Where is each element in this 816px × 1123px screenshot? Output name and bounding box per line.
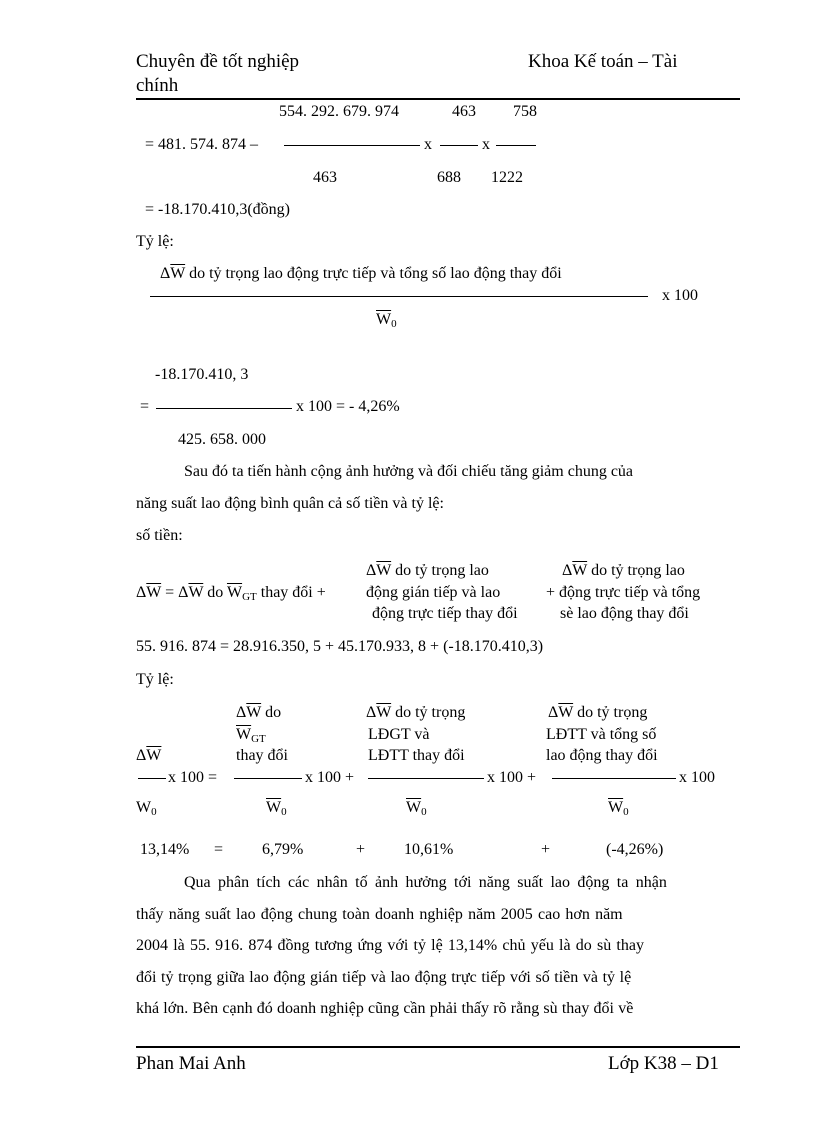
w0-symbol: W (136, 799, 152, 816)
delta-symbol: Δ (366, 704, 377, 721)
ratio2-label: Tỷ lệ: (136, 671, 174, 688)
w-bar-symbol: $\overline{W}$ (146, 747, 162, 764)
w0-symbol: $\overline{W}$ (608, 799, 624, 816)
ratio2-bar-b (368, 778, 484, 779)
money-label: số tiền: (136, 527, 183, 544)
para2-line3: 2004 là 55. 916. 874 đồng tương ứng với tỷ lệ 13,14% chủ yếu là do sù thay (136, 937, 644, 954)
calc2-rest: x 100 = - 4,26% (296, 398, 400, 415)
para2-line1: Qua phân tích các nhân tố ảnh hưởng tới năng suất lao động ta nhận (184, 874, 667, 891)
result-ldtt: (-4,26%) (606, 841, 664, 858)
ratio2-den-c (608, 800, 629, 818)
w0-symbol: $\overline{W}$ (266, 799, 282, 816)
ratio2-b-bot: LĐTT thay đổi (368, 747, 465, 764)
w-bar-symbol: $\overline{W}$ (376, 562, 392, 579)
calc2-numer: -18.170.410, 3 (155, 366, 249, 383)
ratio2-c-top-text: do tỷ trọng (573, 704, 648, 721)
calc1-denom-a: 463 (313, 169, 337, 186)
w0-symbol: $\overline{W}$ (406, 799, 422, 816)
ratio2-bar-a (234, 778, 302, 779)
w0-subscript: 0 (281, 806, 287, 818)
wgt-symbol: $\overline{W}$ (226, 584, 243, 601)
w0-subscript: 0 (391, 318, 397, 330)
w0-symbol: $\overline{W}$ (376, 311, 392, 328)
ratio2-den-lhs (136, 800, 157, 818)
calc1-denom-b: 688 (437, 169, 461, 186)
money-term1-top-text: do tỷ trọng lao (391, 562, 489, 579)
calc1-fraction-bar-2 (440, 145, 478, 146)
ratio2-den-b (406, 800, 427, 818)
para2-line5: khá lớn. Bên cạnh đó doanh nghiệp cũng cần phải thấy rõ rằng sù thay đổi về (136, 1000, 634, 1017)
header-rule (136, 98, 740, 100)
ratio2-eq-x100: x 100 = (168, 769, 218, 786)
ratio2-x100-end: x 100 (679, 769, 715, 786)
ratio2-c-mid: LĐTT và tổng số (546, 726, 657, 743)
money-term2-top-text: do tỷ trọng lao (587, 562, 685, 579)
ratio1-label: Tỷ lệ: (136, 233, 174, 250)
ratio2-c-bot: lao động thay đổi (546, 747, 658, 764)
ratio2-a-bot: thay đổi (236, 747, 288, 764)
ratio1-fraction-bar (150, 296, 648, 297)
calc2-eq: = (140, 398, 150, 415)
ratio1-times100: x 100 (662, 287, 698, 304)
money-term2-bot: sè lao động thay đổi (560, 605, 689, 622)
ratio2-bar-c (552, 778, 676, 779)
para2-line4: đổi tỷ trọng giữa lao động gián tiếp và lao động trực tiếp với số tiền và tỷ lệ (136, 969, 632, 986)
w-bar-symbol: $\overline{W}$ (188, 584, 204, 601)
calc1-numer-b: 463 (452, 103, 476, 120)
w-bar-symbol: $\overline{W}$ (376, 704, 392, 721)
ratio2-a-top (236, 705, 281, 721)
money-equation: 55. 916. 874 = 28.916.350, 5 + 45.170.933, 8 + (-18.170.410,3) (136, 638, 544, 655)
w0-subscript: 0 (151, 806, 157, 818)
ratio2-den-a (266, 800, 287, 818)
calc1-denom-c: 1222 (491, 169, 523, 186)
wgt-symbol: $\overline{W}$ (236, 726, 252, 743)
para1-line1: Sau đó ta tiến hành cộng ảnh hưởng và đối chiếu tăng giảm chung của (184, 463, 634, 480)
delta-symbol: Δ (136, 584, 147, 601)
calc1-lhs: = 481. 574. 874 – (145, 136, 259, 153)
ratio2-b-mid: LĐGT và (368, 726, 430, 743)
ratio2-a-top-text: do (261, 704, 282, 721)
ratio1-numer-text: do tỷ trọng lao động trực tiếp và tổng số lao động thay đổi (185, 265, 562, 282)
do-word: do (203, 584, 227, 601)
header-left-line2: chính (136, 75, 179, 96)
w-bar-symbol: $\overline{W}$ (170, 265, 186, 282)
calc1-result: = -18.170.410,3(đồng) (145, 201, 291, 218)
ratio2-a-wgt (236, 727, 266, 745)
money-thay-doi: thay đổi + (256, 584, 326, 601)
ratio2-lhs-top (136, 748, 161, 764)
ratio2-plus-x100-2: x 100 + (487, 769, 537, 786)
header-right: Khoa Kế toán – Tài (528, 51, 678, 72)
delta-symbol: Δ (136, 747, 147, 764)
result-eq: = (214, 841, 224, 858)
ratio2-b-top (366, 705, 465, 721)
para2-line2: thấy năng suất lao động chung toàn doanh nghiệp năm 2005 cao hơn năm (136, 906, 623, 923)
money-term1-bot: động trực tiếp thay đổi (372, 605, 518, 622)
delta-symbol: Δ (548, 704, 559, 721)
delta-symbol: Δ (366, 562, 377, 579)
ratio2-bar-lhs (138, 778, 166, 779)
ratio2-c-top (548, 705, 647, 721)
result-total: 13,14% (140, 841, 190, 858)
w-bar-symbol: $\overline{W}$ (146, 584, 162, 601)
footer-right: Lớp K38 – D1 (608, 1053, 719, 1074)
wgt-subscript: GT (242, 591, 257, 603)
result-gt: 6,79% (262, 841, 304, 858)
result-ldgt: 10,61% (404, 841, 454, 858)
calc2-denom: 425. 658. 000 (178, 431, 266, 448)
w-bar-symbol: $\overline{W}$ (246, 704, 262, 721)
calc1-fraction-bar-3 (496, 145, 536, 146)
delta-symbol: Δ (562, 562, 573, 579)
delta-symbol: Δ (160, 265, 171, 282)
delta-symbol: Δ (236, 704, 247, 721)
wgt-subscript: GT (251, 733, 266, 745)
calc1-numer-c: 758 (513, 103, 537, 120)
footer-rule (136, 1046, 740, 1048)
result-plus-2: + (541, 841, 551, 858)
w0-subscript: 0 (421, 806, 427, 818)
footer-left: Phan Mai Anh (136, 1053, 246, 1074)
delta-symbol: Δ (178, 584, 189, 601)
ratio2-plus-x100-1: x 100 + (305, 769, 355, 786)
calc1-x2: x (482, 136, 490, 153)
equals-sign: = (161, 584, 179, 601)
calc1-x1: x (424, 136, 432, 153)
ratio1-denominator (376, 312, 397, 330)
ratio1-numerator (160, 266, 562, 282)
header-left-line1: Chuyên đề tốt nghiệp (136, 51, 300, 72)
result-plus-1: + (356, 841, 366, 858)
money-term1-top (366, 563, 489, 579)
calc1-numer-a: 554. 292. 679. 974 (279, 103, 399, 120)
w-bar-symbol: $\overline{W}$ (572, 562, 588, 579)
calc1-fraction-bar-1 (284, 145, 420, 146)
money-term2-mid: + động trực tiếp và tổng (546, 584, 701, 601)
ratio2-b-top-text: do tỷ trọng (391, 704, 466, 721)
money-term1-mid: động gián tiếp và lao (366, 584, 501, 601)
w-bar-symbol: $\overline{W}$ (558, 704, 574, 721)
money-term2-top (562, 563, 685, 579)
money-lhs (136, 585, 326, 603)
w0-subscript: 0 (623, 806, 629, 818)
para1-line2: năng suất lao động bình quân cả số tiền và tỷ lệ: (136, 495, 444, 512)
calc2-fraction-bar (156, 408, 292, 409)
